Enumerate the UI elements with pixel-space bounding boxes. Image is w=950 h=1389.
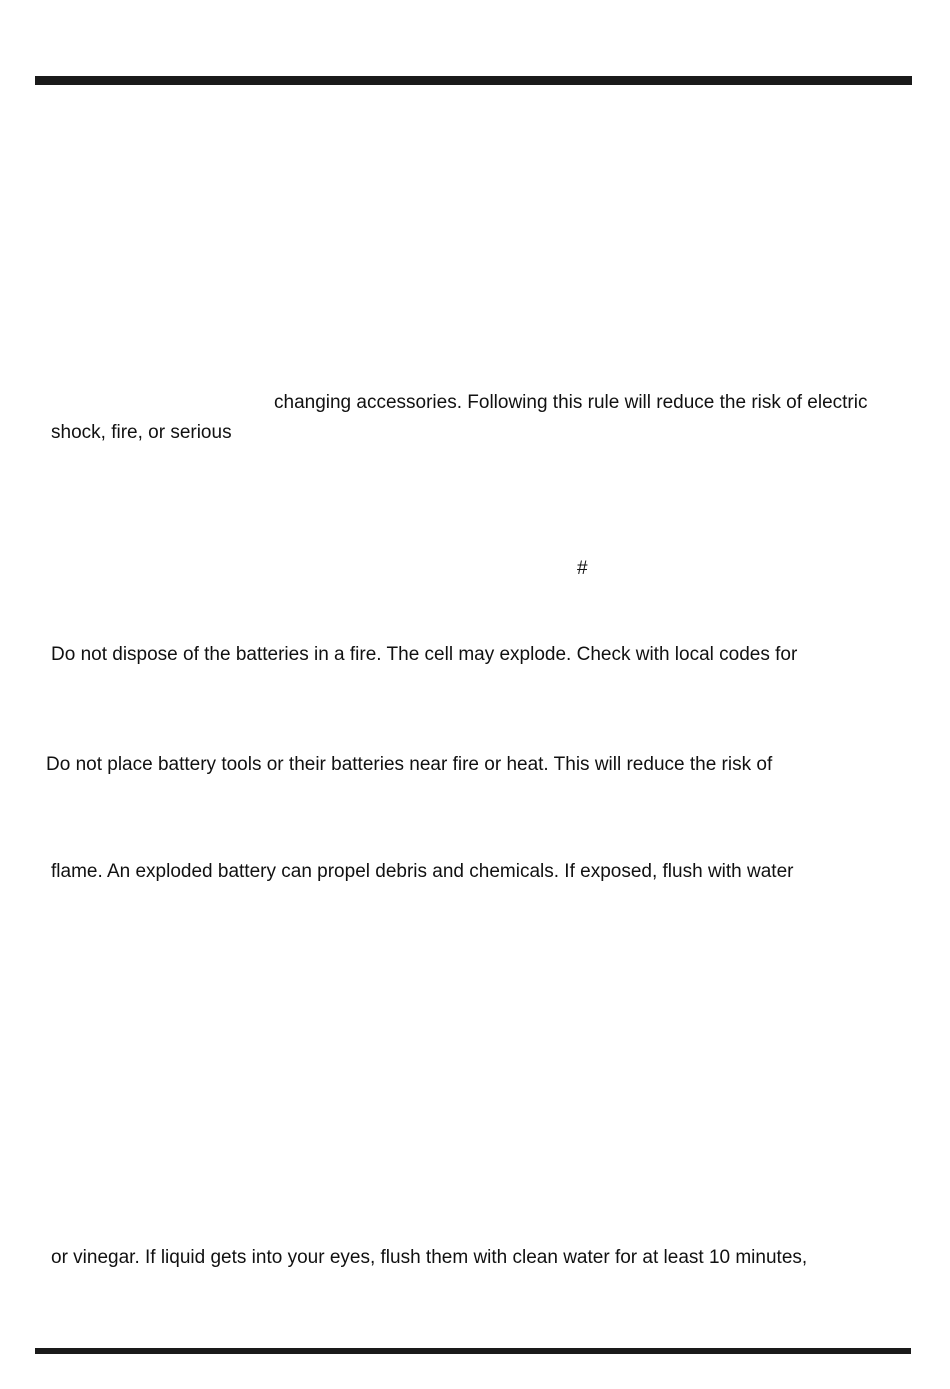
text-line-flame: flame. An exploded battery can propel debris and chemicals. If exposed, flush with water: [51, 861, 794, 882]
text-line-place: Do not place battery tools or their batteries near fire or heat. This will reduce the risk of: [46, 754, 773, 775]
text-line-accessories: changing accessories. Following this rule will reduce the risk of electric: [274, 392, 868, 413]
text-line-vinegar: or vinegar. If liquid gets into your eyes, flush them with clean water for at least 10 minutes,: [51, 1247, 808, 1268]
bottom-rule: [35, 1348, 911, 1354]
text-line-shock: shock, fire, or serious: [51, 422, 232, 443]
hash-mark: #: [577, 558, 588, 579]
top-rule: [35, 76, 912, 85]
text-line-dispose: Do not dispose of the batteries in a fire. The cell may explode. Check with local codes for: [51, 644, 798, 665]
